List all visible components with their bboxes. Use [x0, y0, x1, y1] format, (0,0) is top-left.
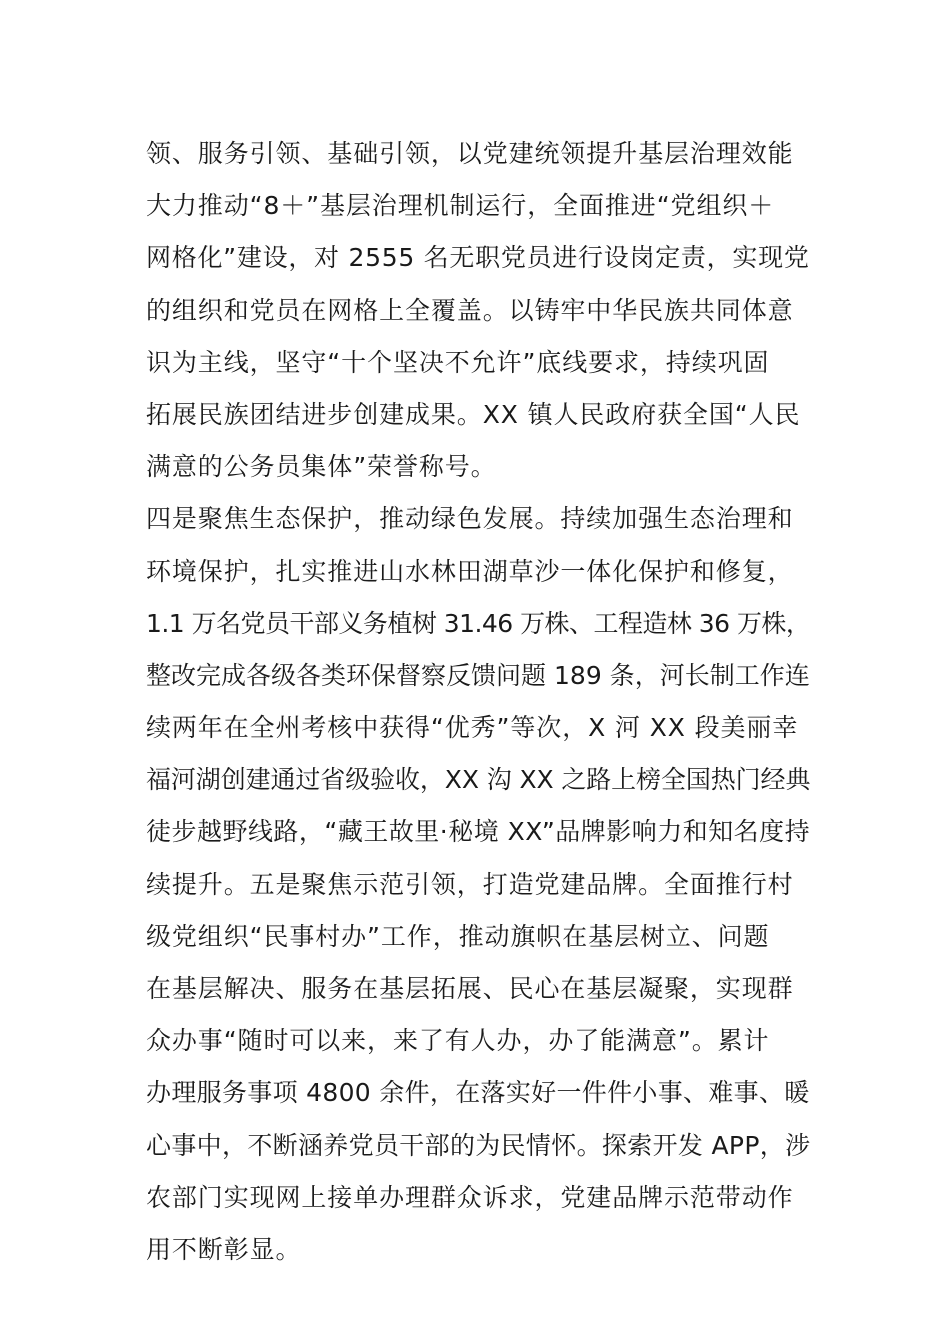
text-line: 整改完成各级各类环保督察反馈问题 189 条，河长制工作连 [146, 660, 810, 690]
text-line: 领、服务引领、基础引领，以党建统领提升基层治理效能 [146, 139, 794, 168]
text-line: 徒步越野线路，“藏王故里·秘境 XX”品牌影响力和知名度持 [146, 817, 811, 847]
text-line: 环境保护，扎实推进山水林田湖草沙一体化保护和修复， [146, 556, 794, 586]
text-line: 众办事“随时可以来，来了有人办，办了能满意”。累计 [146, 1026, 770, 1056]
text-line: 农部门实现网上接单办理群众诉求，党建品牌示范带动作 [146, 1182, 794, 1212]
text-line: 的组织和党员在网格上全覆盖。以铸牢中华民族共同体意 [146, 295, 794, 325]
text-line: 四是聚焦生态保护，推动绿色发展。持续加强生态治理和 [146, 504, 794, 534]
text-line: 大力推动“8＋”基层治理机制运行，全面推进“党组织＋ [146, 191, 775, 221]
text-line: 1.1 万名党员干部义务植树 31.46 万株、工程造林 36 万株， [146, 608, 811, 638]
text-line: 办理服务事项 4800 余件，在落实好一件件小事、难事、暖 [146, 1078, 810, 1108]
text-line: 级党组织“民事村办”工作，推动旗帜在基层树立、问题 [146, 921, 770, 951]
document-body [146, 128, 810, 1276]
text-line: 心事中，不断涵养党员干部的为民情怀。探索开发 APP，涉 [146, 1130, 811, 1160]
text-line: 拓展民族团结进步创建成果。XX 镇人民政府获全国“人民 [146, 399, 801, 429]
text-line: 福河湖创建通过省级验收，XX 沟 XX 之路上榜全国热门经典 [146, 765, 811, 795]
text-line: 在基层解决、服务在基层拓展、民心在基层凝聚，实现群 [146, 974, 794, 1003]
text-line: 用不断彰显。 [146, 1234, 302, 1264]
text-line: 识为主线，坚守“十个坚决不允许”底线要求，持续巩固 [146, 347, 770, 377]
text-line: 续提升。五是聚焦示范引领，打造党建品牌。全面推行村 [146, 869, 794, 899]
text-line: 网格化”建设，对 2555 名无职党员进行设岗定责，实现党 [146, 243, 810, 273]
text-line: 续两年在全州考核中获得“优秀”等次，X 河 XX 段美丽幸 [146, 713, 799, 743]
text-line: 满意的公务员集体”荣誉称号。 [146, 452, 497, 482]
